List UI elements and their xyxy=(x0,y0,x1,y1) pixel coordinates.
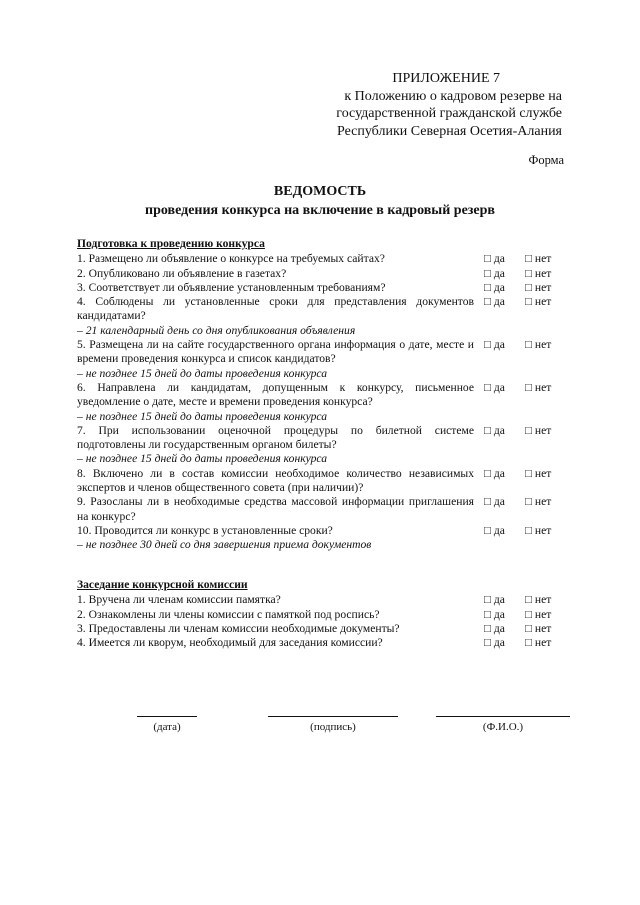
name-field[interactable] xyxy=(436,716,570,733)
yes-checkbox[interactable]: □ да xyxy=(484,280,505,294)
no-checkbox[interactable]: □ нет xyxy=(525,607,552,621)
appendix-line: к Положению о кадровом резерве на xyxy=(344,88,562,104)
checklist-item xyxy=(77,524,561,538)
no-checkbox[interactable]: □ нет xyxy=(525,423,552,437)
section-commission-meeting xyxy=(77,578,561,650)
yes-checkbox[interactable]: □ да xyxy=(484,295,505,309)
checklist-item xyxy=(77,495,561,524)
checklist-item xyxy=(77,622,561,636)
name-label: (Ф.И.О.) xyxy=(482,721,524,733)
answer-options xyxy=(474,252,561,266)
question-text: 4. Соблюдены ли установленные сроки для представления документов кандидатами? xyxy=(77,295,474,323)
checklist xyxy=(77,593,561,650)
yes-checkbox[interactable]: □ да xyxy=(484,266,505,280)
yes-checkbox[interactable]: □ да xyxy=(484,636,505,650)
signature-line xyxy=(268,716,398,719)
yes-checkbox[interactable]: □ да xyxy=(484,621,505,635)
question-text: 9. Разосланы ли в необходимые средства массовой информации приглашения на конкурс? xyxy=(77,495,474,523)
question-text: 10. Проводится ли конкурс в установленные сроки? xyxy=(77,523,333,537)
document-title xyxy=(0,182,640,220)
question-text: 2. Опубликовано ли объявление в газетах? xyxy=(77,266,287,280)
signature-label: (подпись) xyxy=(310,721,356,733)
appendix-header xyxy=(336,70,562,140)
date-field[interactable] xyxy=(137,716,197,733)
answer-options xyxy=(474,495,561,509)
answer-options xyxy=(474,381,561,395)
checklist-item xyxy=(77,608,561,622)
yes-checkbox[interactable]: □ да xyxy=(484,607,505,621)
checklist-item xyxy=(77,467,561,496)
checklist-item xyxy=(77,267,561,281)
checklist-item xyxy=(77,338,561,367)
yes-checkbox[interactable]: □ да xyxy=(484,338,505,352)
date-label: (дата) xyxy=(153,721,181,733)
yes-checkbox[interactable]: □ да xyxy=(484,252,505,266)
checklist xyxy=(77,252,561,552)
answer-options xyxy=(474,338,561,352)
no-checkbox[interactable]: □ нет xyxy=(525,593,552,607)
section-preparation xyxy=(77,237,561,553)
answer-options xyxy=(474,622,561,636)
answer-options xyxy=(474,467,561,481)
yes-checkbox[interactable]: □ да xyxy=(484,380,505,394)
no-checkbox[interactable]: □ нет xyxy=(525,466,552,480)
no-checkbox[interactable]: □ нет xyxy=(525,523,552,537)
checklist-item xyxy=(77,593,561,607)
yes-checkbox[interactable]: □ да xyxy=(484,423,505,437)
no-checkbox[interactable]: □ нет xyxy=(525,266,552,280)
no-checkbox[interactable]: □ нет xyxy=(525,280,552,294)
question-text: 1. Размещено ли объявление о конкурсе на требуемых сайтах? xyxy=(77,252,385,266)
yes-checkbox[interactable]: □ да xyxy=(484,593,505,607)
deadline-note: – 21 календарный день со дня опубликования объявления xyxy=(77,323,356,337)
appendix-title: ПРИЛОЖЕНИЕ 7 xyxy=(392,71,500,86)
answer-options xyxy=(474,593,561,607)
no-checkbox[interactable]: □ нет xyxy=(525,252,552,266)
question-text: 6. Направлена ли кандидатам, допущенным к конкурсу, письменное уведомление о дате, месте и времени проведения конкурса? xyxy=(77,380,474,409)
checklist-item xyxy=(77,636,561,650)
section-heading: Подготовка к проведению конкурса xyxy=(77,237,265,250)
deadline-note: – не позднее 15 дней до даты проведения конкурса xyxy=(77,409,328,423)
deadline-note: – не позднее 15 дней до даты проведения конкурса xyxy=(77,452,328,466)
question-text: 3. Предоставлены ли членам комиссии необходимые документы? xyxy=(77,621,400,635)
no-checkbox[interactable]: □ нет xyxy=(525,338,552,352)
answer-options xyxy=(474,636,561,650)
no-checkbox[interactable]: □ нет xyxy=(525,295,552,309)
question-text: 1. Вручена ли членам комиссии памятка? xyxy=(77,593,281,607)
date-line xyxy=(137,716,197,719)
yes-checkbox[interactable]: □ да xyxy=(484,495,505,509)
answer-options xyxy=(474,524,561,538)
deadline-note: – не позднее 30 дней со дня завершения приема документов xyxy=(77,538,372,552)
yes-checkbox[interactable]: □ да xyxy=(484,466,505,480)
no-checkbox[interactable]: □ нет xyxy=(525,495,552,509)
no-checkbox[interactable]: □ нет xyxy=(525,380,552,394)
checklist-item xyxy=(77,381,561,410)
checklist-item xyxy=(77,295,561,324)
question-text: 5. Размещена ли на сайте государственного органа информация о дате, месте и времени проведения конкурса и список кандидатов? xyxy=(77,338,474,366)
form-label: Форма xyxy=(528,153,564,167)
question-text: 2. Ознакомлены ли члены комиссии с памяткой под роспись? xyxy=(77,607,380,621)
deadline-note: – не позднее 15 дней до даты проведения конкурса xyxy=(77,366,328,380)
answer-options xyxy=(474,608,561,622)
checklist-item xyxy=(77,252,561,266)
no-checkbox[interactable]: □ нет xyxy=(525,621,552,635)
answer-options xyxy=(474,267,561,281)
appendix-line: Республики Северная Осетия-Алания xyxy=(337,123,562,139)
name-line xyxy=(436,716,570,719)
checklist-item xyxy=(77,424,561,453)
title-line-1: ВЕДОМОСТЬ xyxy=(273,184,367,199)
question-text: 8. Включено ли в состав комиссии необходимое количество независимых экспертов и членов общественного совета (при наличии)? xyxy=(77,466,474,495)
signature-field[interactable] xyxy=(268,716,398,733)
answer-options xyxy=(474,295,561,309)
title-line-2: проведения конкурса на включение в кадровый резерв xyxy=(145,203,495,218)
appendix-line: государственной гражданской службе xyxy=(336,106,562,121)
answer-options xyxy=(474,424,561,438)
question-text: 7. При использовании оценочной процедуры по билетной системе подготовлены ли государственным органом билеты? xyxy=(77,423,474,452)
section-heading: Заседание конкурсной комиссии xyxy=(77,578,248,591)
no-checkbox[interactable]: □ нет xyxy=(525,636,552,650)
checklist-item xyxy=(77,281,561,295)
yes-checkbox[interactable]: □ да xyxy=(484,523,505,537)
question-text: 4. Имеется ли кворум, необходимый для заседания комиссии? xyxy=(77,636,383,650)
question-text: 3. Соответствует ли объявление установленным требованиям? xyxy=(77,280,386,294)
answer-options xyxy=(474,281,561,295)
